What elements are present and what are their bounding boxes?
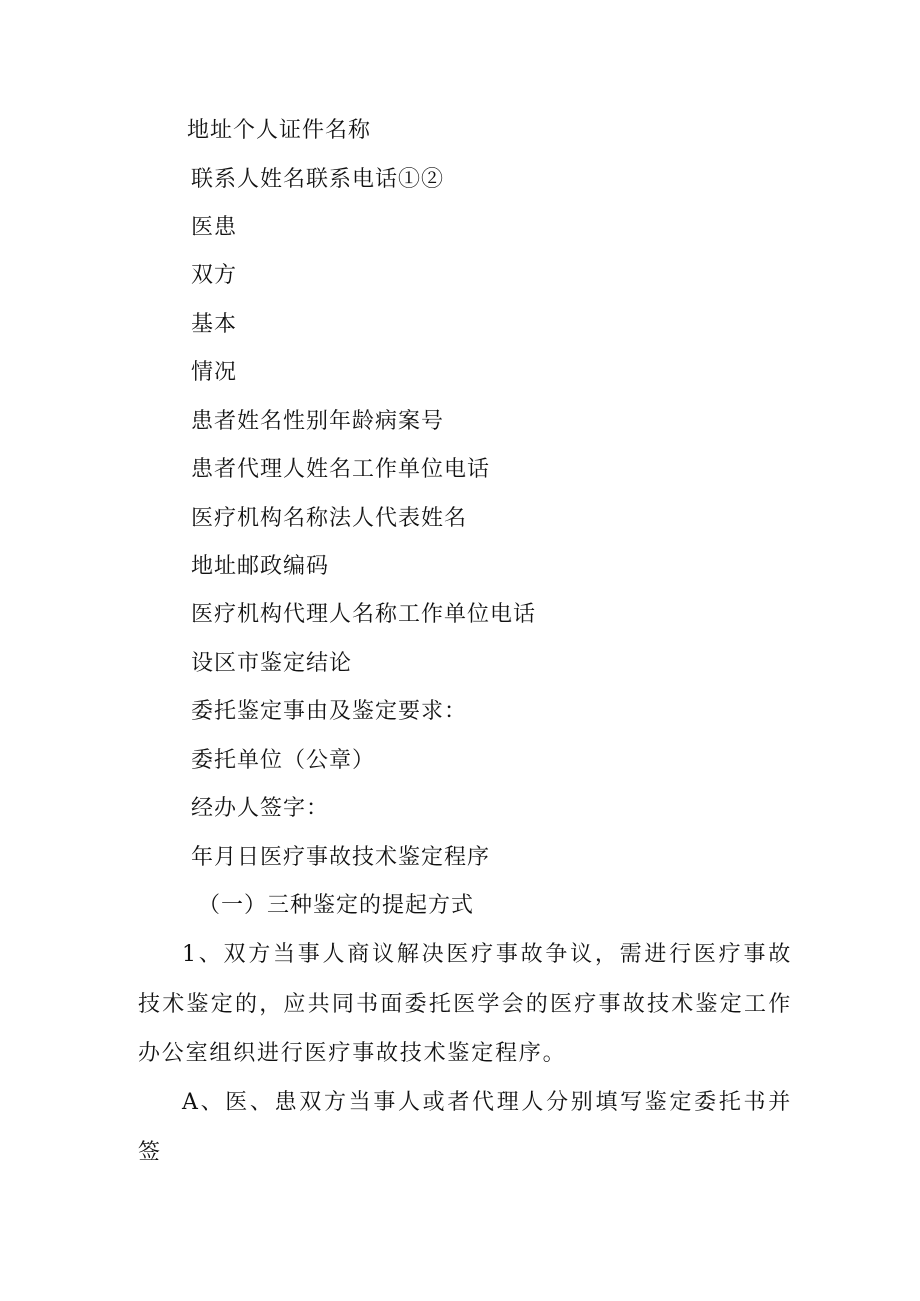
paragraph-1: 1、双方当事人商议解决医疗事故争议，需进行医疗事故技术鉴定的，应共同书面委托医学会的医疗事故技术鉴定工作办公室组织进行医疗事故技术鉴定程序。: [138, 942, 792, 1066]
paragraph-a: A、医、患双方当事人或者代理人分别填写鉴定委托书并签: [138, 1090, 792, 1165]
text-line-both-parties: 双方: [191, 263, 238, 288]
text-line-situation: 情况: [191, 360, 238, 385]
text-line-entrusting-unit: 委托单位（公章）: [191, 748, 376, 773]
text-line-doctor-patient: 医患: [191, 215, 238, 240]
text-line-handler-signature: 经办人签字：: [191, 796, 330, 821]
text-line-patient-agent: 患者代理人姓名工作单位电话: [191, 457, 491, 482]
text-line-city-conclusion: 设区市鉴定结论: [191, 651, 353, 676]
text-line-institution-name: 医疗机构名称法人代表姓名: [191, 506, 468, 531]
section-heading-three-methods: （一）三种鉴定的提起方式: [198, 893, 475, 918]
text-line-basic: 基本: [191, 312, 238, 337]
text-line-address-id: 地址个人证件名称: [187, 118, 372, 143]
text-line-institution-agent: 医疗机构代理人名称工作单位电话: [191, 602, 537, 627]
text-line-contact: 联系人姓名联系电话①②: [191, 167, 445, 192]
text-line-address-postcode: 地址邮政编码: [191, 554, 330, 579]
text-line-date-procedure: 年月日医疗事故技术鉴定程序: [191, 845, 491, 870]
text-line-entrust-reason: 委托鉴定事由及鉴定要求：: [191, 699, 468, 724]
text-line-patient-info: 患者姓名性别年龄病案号: [191, 409, 445, 434]
